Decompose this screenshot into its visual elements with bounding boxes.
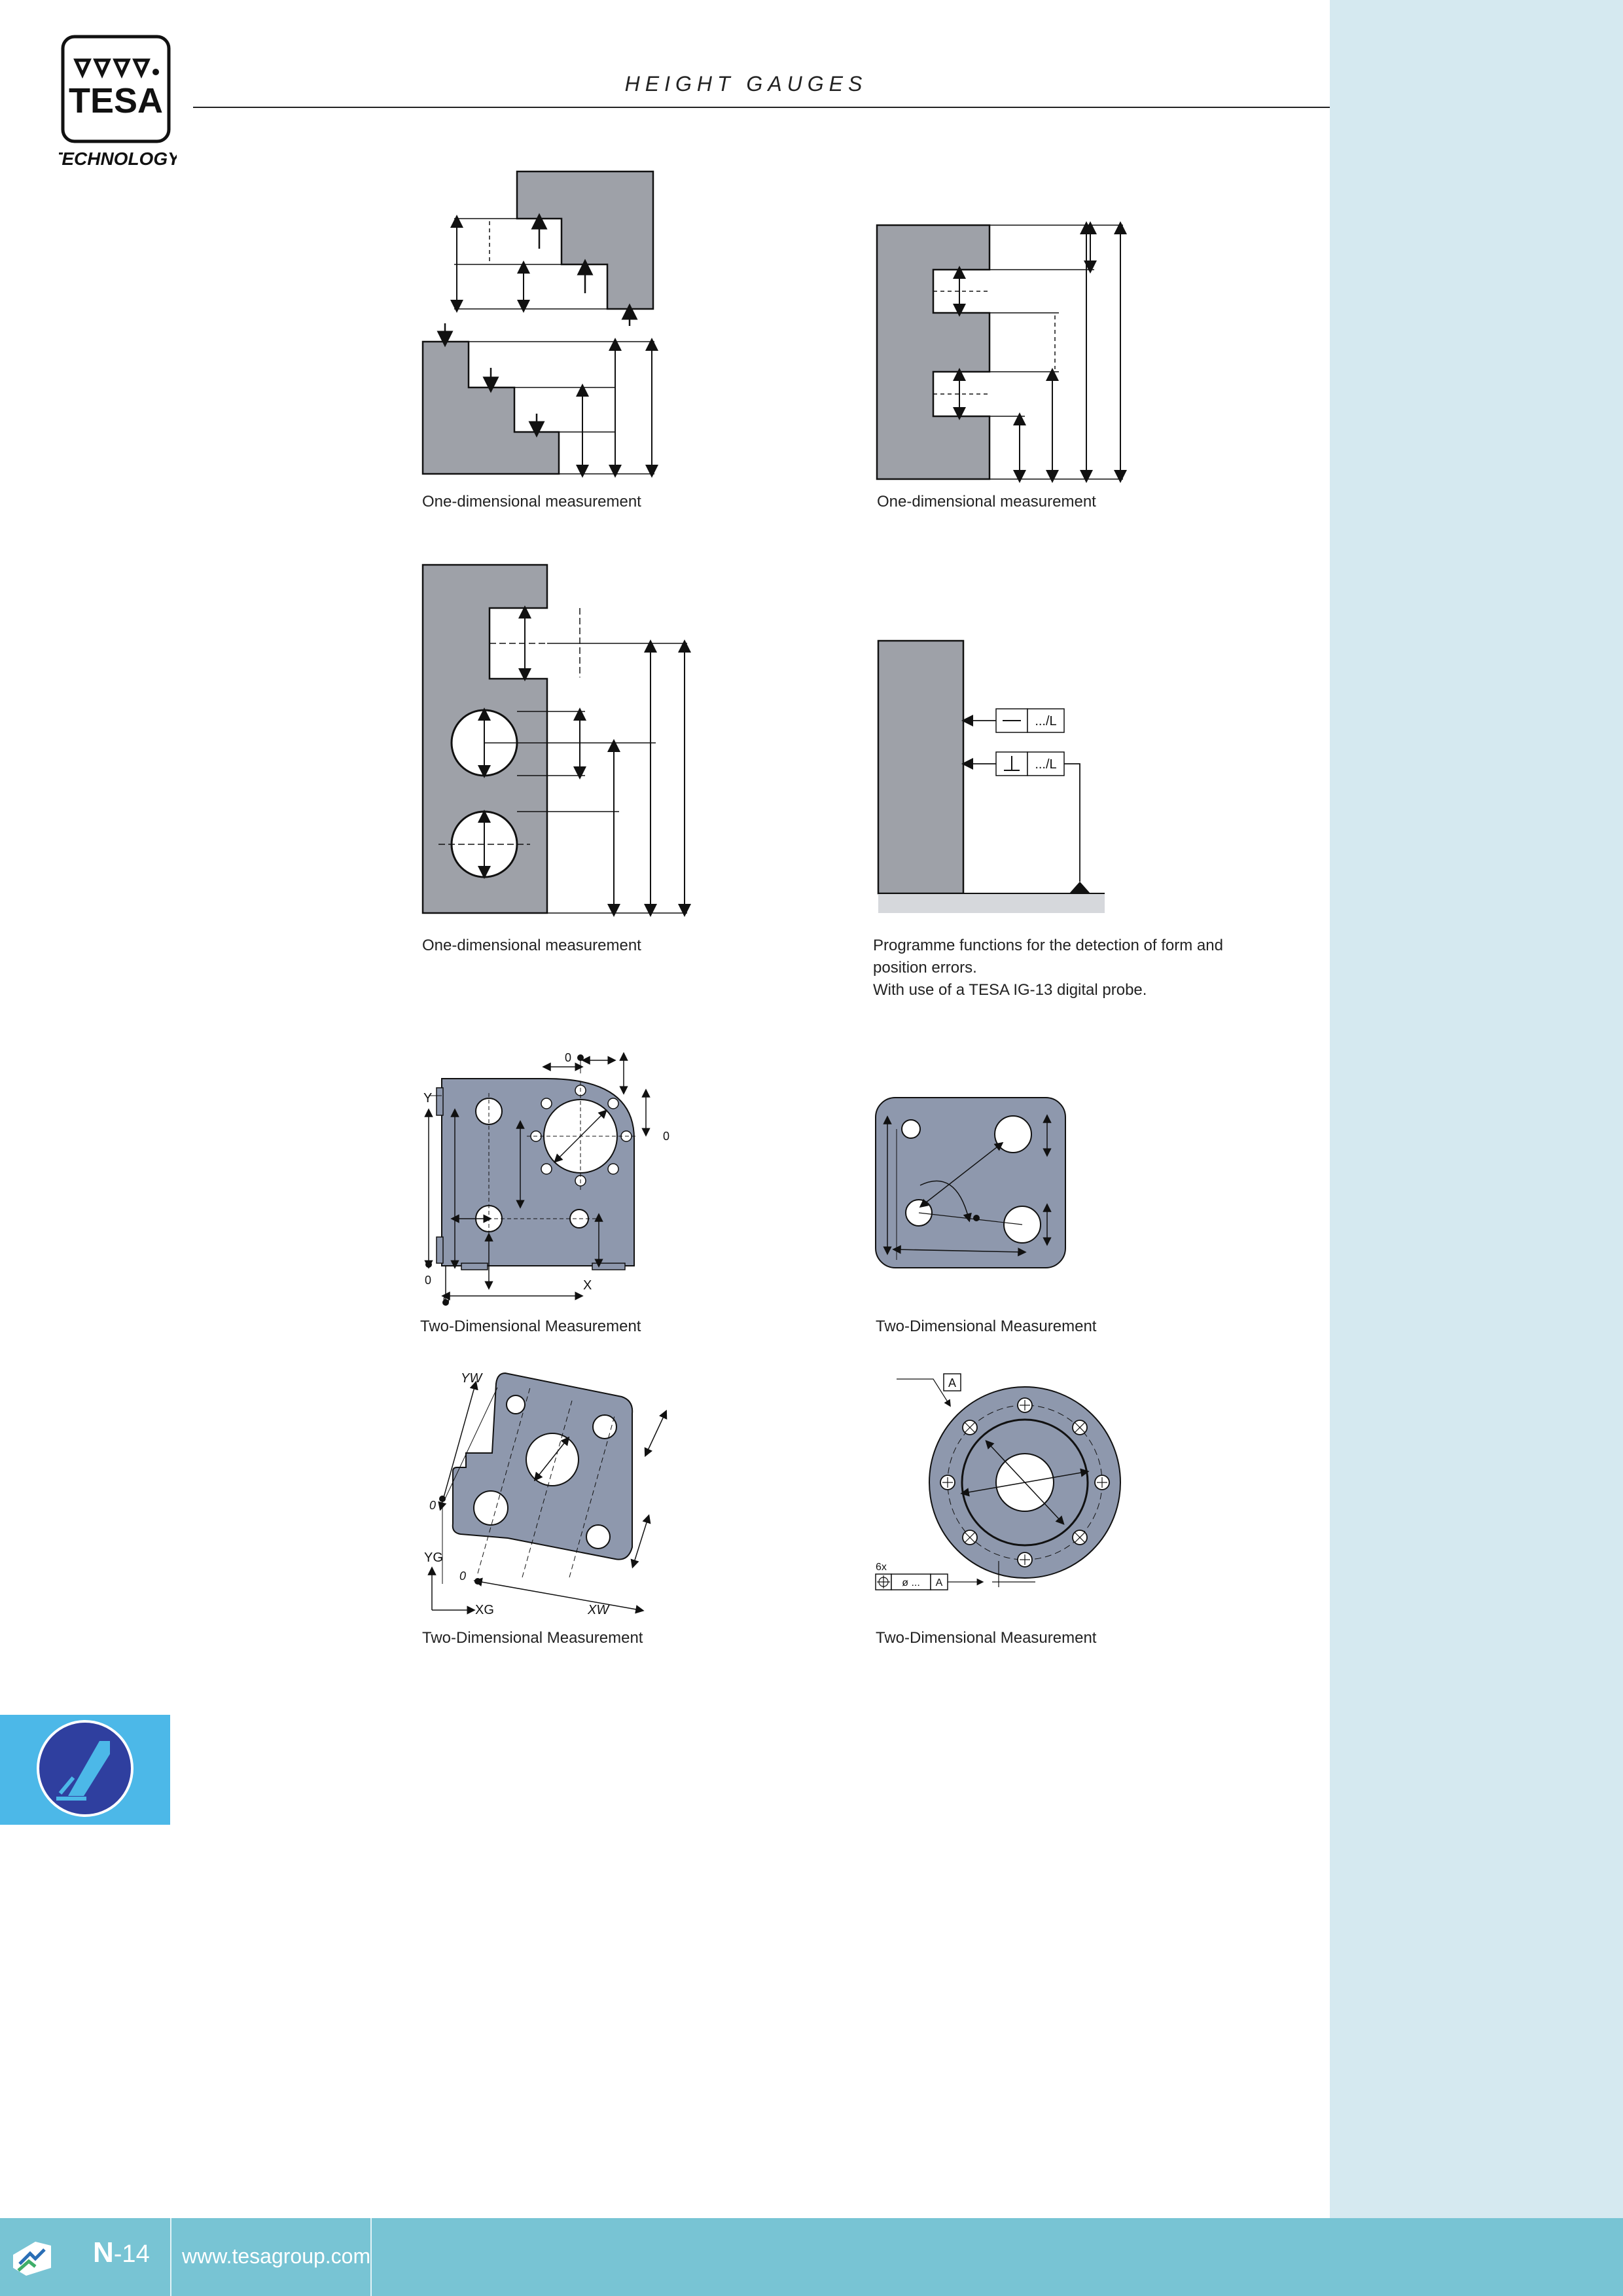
figure-4-caption-line-1: Programme functions for the detection of form and [873,937,1223,954]
figure-1-diagram [419,164,668,478]
origin-label-xw: 0 [459,1570,467,1583]
axis-label-y: Y [423,1091,433,1105]
figure-5-diagram [416,1047,684,1309]
figure-4-diagram [874,638,1110,920]
origin-label-top: 0 [565,1051,572,1064]
website-link[interactable]: www.tesagroup.com [182,2244,371,2268]
figure-4-caption-line-3: With use of a TESA IG-13 digital probe. [873,981,1147,999]
figure-6-diagram [870,1090,1086,1273]
axis-label-x: X [583,1278,592,1293]
tesa-logo [59,34,177,171]
origin-label-yw: 0 [429,1499,437,1512]
footer-divider [170,2218,171,2296]
origin-label-bottom: 0 [443,1293,450,1306]
figure-5-caption: Two-Dimensional Measurement [420,1318,641,1335]
hole-count-label: 6x [876,1562,887,1573]
figure-3-caption: One-dimensional measurement [422,937,641,954]
figure-6-caption: Two-Dimensional Measurement [876,1318,1097,1335]
page-number [93,2236,150,2269]
header-rule [193,107,1330,108]
footer-icon [9,2235,55,2281]
page-footer [0,2218,1623,2296]
logo-subtext: TECHNOLOGY [59,149,177,169]
logo-text: TESA [68,81,164,120]
axis-label-yw: YW [461,1371,482,1386]
figure-8-diagram [870,1365,1132,1600]
figure-4-caption-line-2: position errors. [873,959,977,977]
figure-1-caption: One-dimensional measurement [422,493,641,511]
origin-label-right: 0 [663,1130,670,1143]
section-tab[interactable] [0,1715,170,1825]
figure-2-caption: One-dimensional measurement [877,493,1096,511]
origin-label-left: 0 [425,1274,432,1287]
tolerance-label-2: .../L [1035,757,1057,772]
frame-tolerance: ø ... [902,1577,920,1588]
axis-label-xw: XW [588,1603,609,1617]
figure-7-diagram [412,1361,674,1623]
page-title: HEIGHT GAUGES [624,72,868,96]
page-number-value: -14 [113,2240,150,2268]
datum-label: A [948,1376,957,1390]
axis-label-yg: YG [424,1551,443,1565]
page-letter: N [93,2236,114,2269]
figure-4-caption [873,935,1223,1001]
figure-8-caption: Two-Dimensional Measurement [876,1629,1097,1647]
figure-7-caption: Two-Dimensional Measurement [422,1629,643,1647]
tolerance-label-1: .../L [1035,714,1057,728]
frame-datum: A [935,1577,943,1588]
figure-3-diagram [419,560,694,920]
figure-2-diagram [874,216,1136,484]
axis-label-xg: XG [475,1603,494,1617]
footer-divider [370,2218,372,2296]
side-band [1330,0,1623,2218]
